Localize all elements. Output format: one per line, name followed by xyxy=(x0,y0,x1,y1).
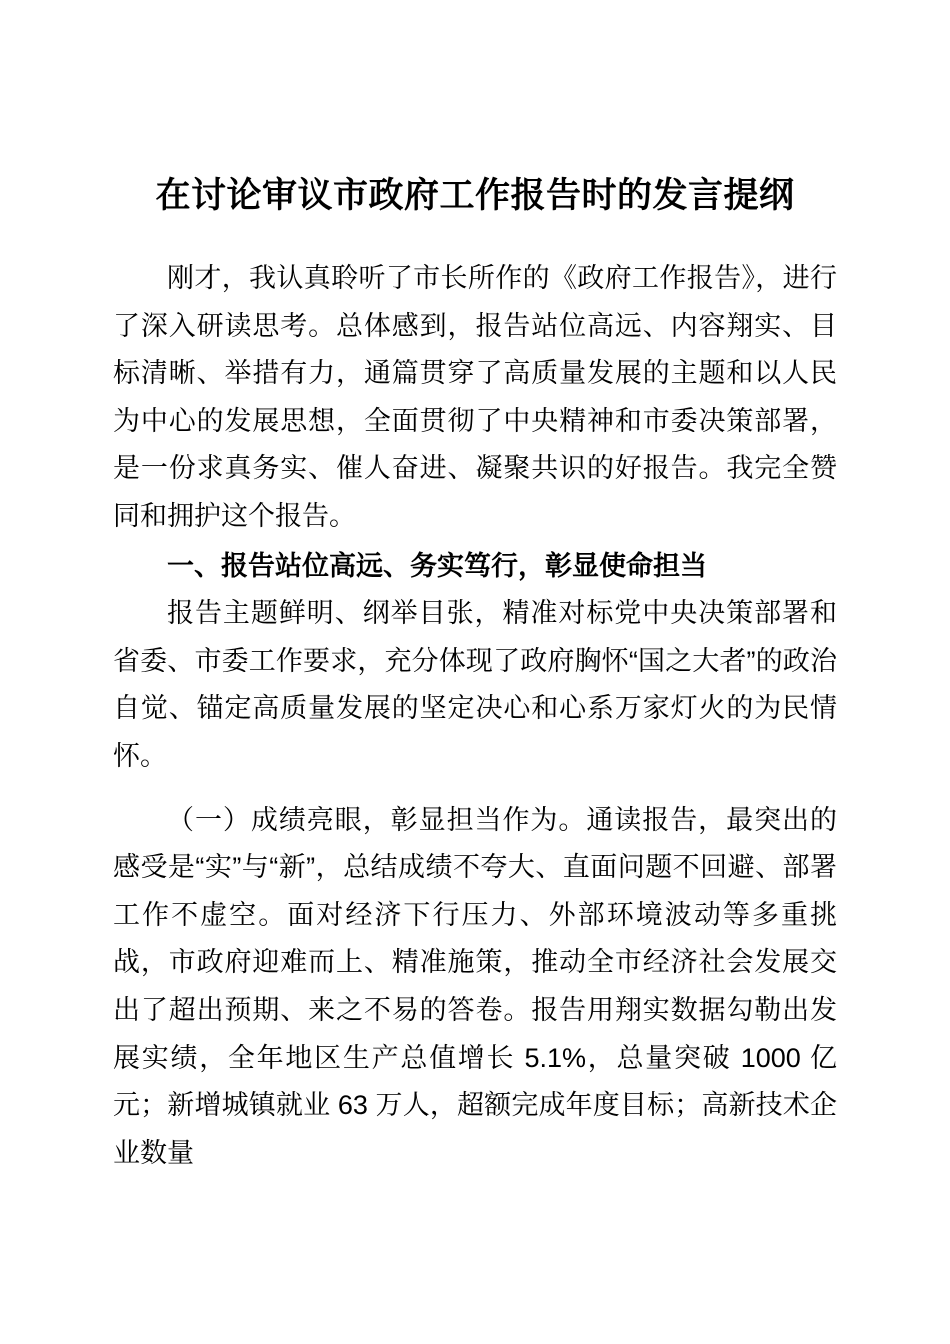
paragraph-section1-overview: 报告主题鲜明、纲举目张，精准对标党中央决策部署和省委、市委工作要求，充分体现了政府胸怀“国之大者”的政治自觉、锚定高质量发展的坚定决心和心系万家灯火的为民情怀。 xyxy=(113,598,837,771)
paragraph-subsection-1-achievements: （一）成绩亮眼，彰显担当作为。通读报告，最突出的感受是“实”与“新”，总结成绩不夸大、直面问题不回避、部署工作不虚空。面对经济下行压力、外部环境波动等多重挑战，市政府迎难而上、精准施策，推动全市经济社会发展交出了超出预期、来之不易的答卷。报告用翔实数据勾勒出发展实绩，全年地区生产总值增长 5.1%，总量突破 1000 亿元；新增城镇就业 63 万人，超额完成年度目标；高新技术企业数量 xyxy=(113,804,837,1168)
paragraph-intro: 刚才，我认真聆听了市长所作的《政府工作报告》，进行了深入研读思考。总体感到，报告站位高远、内容翔实、目标清晰、举措有力，通篇贯穿了高质量发展的主题和以人民为中心的发展思想，全面贯彻了中央精神和市委决策部署，是一份求真务实、催人奋进、凝聚共识的好报告。我完全赞同和拥护这个报告。 xyxy=(113,263,837,531)
section-heading-1: 一、报告站位高远、务实笃行，彰显使命担当 xyxy=(167,550,707,581)
document-title: 在讨论审议市政府工作报告时的发言提纲 xyxy=(155,176,795,215)
